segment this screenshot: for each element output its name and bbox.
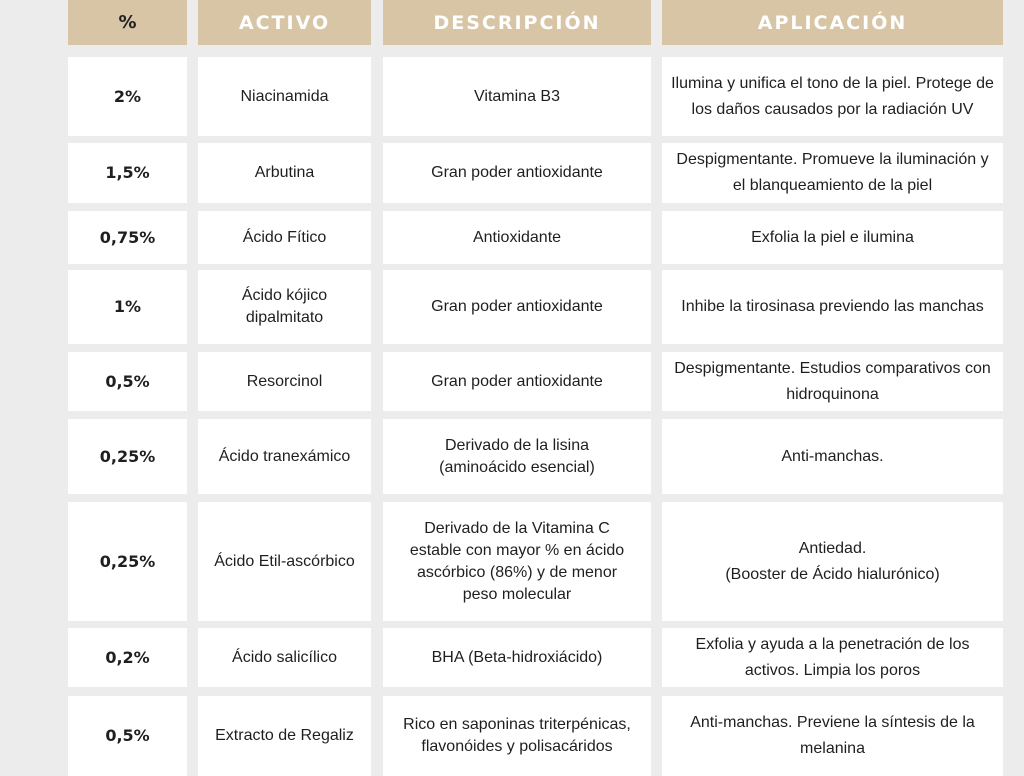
row-percent: 0,25% bbox=[68, 419, 187, 494]
row-description: Gran poder antioxidante bbox=[383, 143, 651, 203]
row-application: Exfolia y ayuda a la penetración de los activos. Limpia los poros bbox=[662, 628, 1003, 687]
row-description: Antioxidante bbox=[383, 211, 651, 264]
header-application: APLICACIÓN bbox=[662, 0, 1003, 45]
row-application: Despigmentante. Promueve la iluminación y el blanqueamiento de la piel bbox=[662, 143, 1003, 203]
row-description: Gran poder antioxidante bbox=[383, 352, 651, 411]
row-description: Vitamina B3 bbox=[383, 57, 651, 136]
row-application: Anti-manchas. Previene la síntesis de la melanina bbox=[662, 696, 1003, 776]
row-active: Extracto de Regaliz bbox=[198, 696, 371, 776]
row-active: Niacinamida bbox=[198, 57, 371, 136]
row-percent: 0,2% bbox=[68, 628, 187, 687]
row-active: Ácido Fítico bbox=[198, 211, 371, 264]
row-description: BHA (Beta-hidroxiácido) bbox=[383, 628, 651, 687]
row-application: Ilumina y unifica el tono de la piel. Protege de los daños causados por la radiación UV bbox=[662, 57, 1003, 136]
header-active: ACTIVO bbox=[198, 0, 371, 45]
row-percent: 1% bbox=[68, 270, 187, 344]
row-active: Ácido Etil-ascórbico bbox=[198, 502, 371, 621]
row-active: Ácido salicílico bbox=[198, 628, 371, 687]
header-description: DESCRIPCIÓN bbox=[383, 0, 651, 45]
row-application: Antiedad. (Booster de Ácido hialurónico) bbox=[662, 502, 1003, 621]
row-application: Exfolia la piel e ilumina bbox=[662, 211, 1003, 264]
header-percent: % bbox=[68, 0, 187, 45]
row-active: Resorcinol bbox=[198, 352, 371, 411]
row-description: Derivado de la lisina (aminoácido esencial) bbox=[383, 419, 651, 494]
row-percent: 0,75% bbox=[68, 211, 187, 264]
row-percent: 0,5% bbox=[68, 352, 187, 411]
row-application: Anti-manchas. bbox=[662, 419, 1003, 494]
row-application: Despigmentante. Estudios comparativos con hidroquinona bbox=[662, 352, 1003, 411]
row-application: Inhibe la tirosinasa previendo las manchas bbox=[662, 270, 1003, 344]
row-percent: 1,5% bbox=[68, 143, 187, 203]
row-percent: 0,5% bbox=[68, 696, 187, 776]
row-percent: 2% bbox=[68, 57, 187, 136]
row-description: Derivado de la Vitamina C estable con mayor % en ácido ascórbico (86%) y de menor peso molecular bbox=[383, 502, 651, 621]
row-active: Arbutina bbox=[198, 143, 371, 203]
row-active: Ácido kójico dipalmitato bbox=[198, 270, 371, 344]
row-active: Ácido tranexámico bbox=[198, 419, 371, 494]
row-percent: 0,25% bbox=[68, 502, 187, 621]
row-description: Gran poder antioxidante bbox=[383, 270, 651, 344]
row-description: Rico en saponinas triterpénicas, flavonóides y polisacáridos bbox=[383, 696, 651, 776]
